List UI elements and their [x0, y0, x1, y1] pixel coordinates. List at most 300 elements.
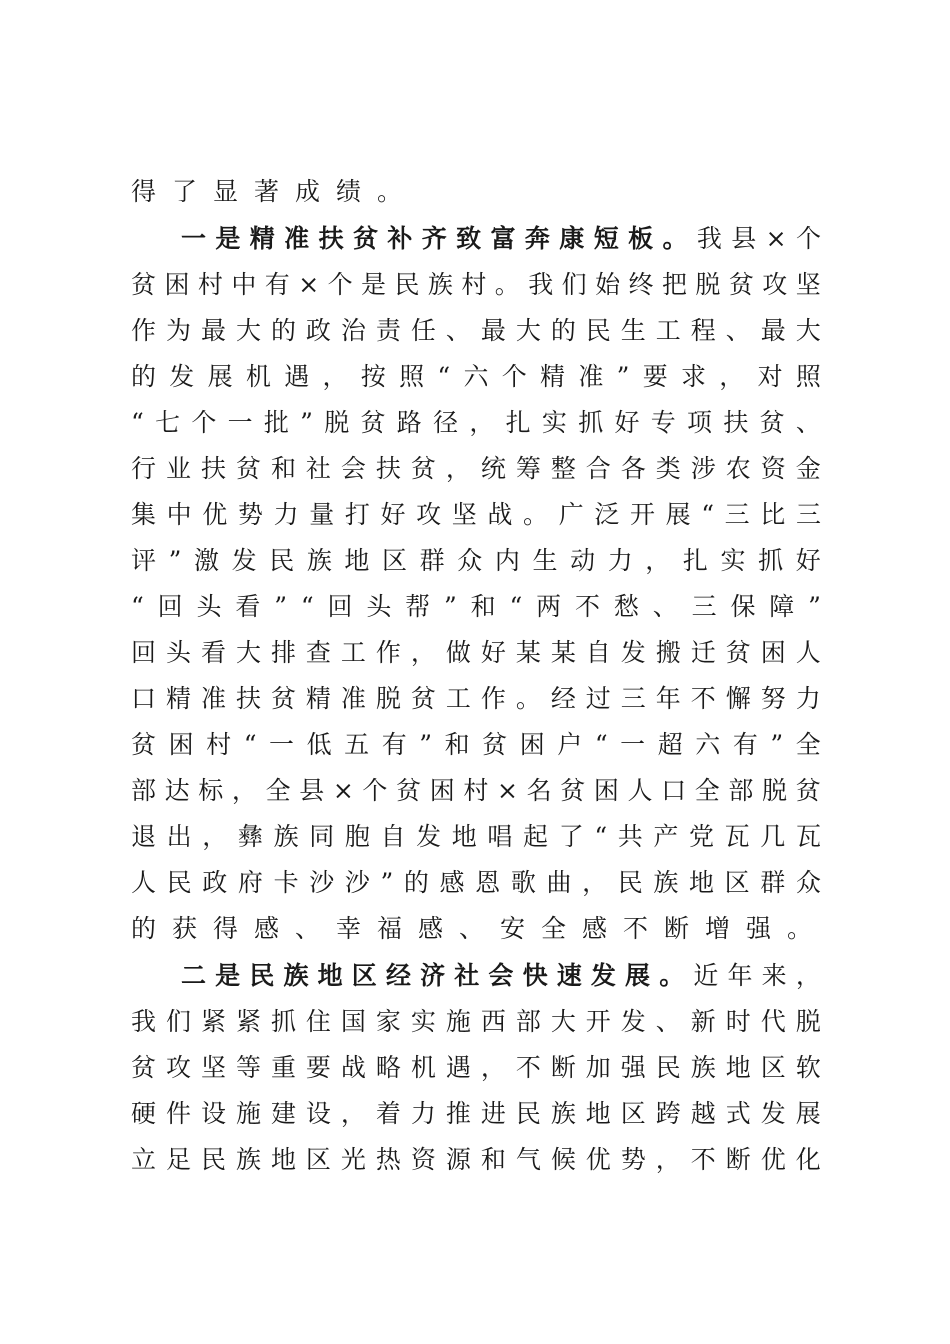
char: 和 [470, 592, 496, 621]
char: 困 [593, 776, 619, 805]
text-line-16 [131, 866, 821, 900]
char: 生 [532, 546, 558, 575]
char: 愁 [613, 592, 639, 621]
char: ” [274, 592, 287, 621]
char: 自 [380, 822, 406, 851]
char: 扶 [723, 408, 749, 437]
char: 热 [375, 1145, 401, 1174]
char: ” [444, 592, 457, 621]
char: 大 [515, 316, 541, 345]
char: ， [340, 1099, 366, 1128]
char: 做 [445, 638, 471, 667]
char: 立 [131, 1145, 157, 1174]
char: 两 [536, 592, 562, 621]
char: 国 [340, 1007, 366, 1036]
char: 头 [196, 592, 222, 621]
char: 扶 [235, 684, 261, 713]
char: 区 [620, 1099, 646, 1128]
char: 六 [695, 730, 721, 759]
char: 群 [419, 546, 445, 575]
char: 族 [427, 270, 453, 299]
char: ， [202, 822, 228, 851]
char: 恩 [475, 868, 501, 897]
char: 康 [559, 224, 585, 253]
char: ， [719, 362, 745, 391]
char: 遇 [445, 1053, 471, 1082]
char: 贫 [482, 730, 508, 759]
char: 补 [387, 224, 413, 253]
char: 了 [558, 822, 584, 851]
char: ， [322, 362, 348, 391]
char: 工 [340, 638, 366, 667]
char: 进 [480, 1099, 506, 1128]
char: 出 [166, 822, 192, 851]
char: 机 [245, 362, 271, 391]
char: 区 [724, 868, 750, 897]
char: 新 [690, 1007, 716, 1036]
char: 集 [131, 500, 157, 529]
char: 。 [662, 224, 688, 253]
char: 人 [131, 868, 157, 897]
char: 精 [249, 224, 275, 253]
char: 气 [515, 1145, 541, 1174]
char: 群 [760, 868, 786, 897]
char: 族 [283, 961, 309, 990]
char: “ [594, 730, 608, 759]
char: 贫 [759, 408, 785, 437]
char: 沙 [309, 868, 335, 897]
char: 强 [620, 1053, 646, 1082]
char: 力 [410, 1099, 436, 1128]
char: 来 [761, 961, 787, 990]
char: 最 [480, 316, 506, 345]
char: 势 [620, 1145, 646, 1174]
char: 党 [689, 822, 715, 851]
char: 二 [181, 961, 207, 990]
char: 治 [340, 316, 366, 345]
char: ， [445, 454, 471, 483]
char: 不 [690, 1145, 716, 1174]
text-line-22 [131, 1143, 821, 1177]
text-line-20 [131, 1051, 821, 1085]
char: 一 [269, 730, 295, 759]
char: 区 [382, 546, 408, 575]
char: 贫 [131, 270, 157, 299]
char: 涉 [690, 454, 716, 483]
char: 生 [620, 316, 646, 345]
char: 。 [659, 961, 685, 990]
char: 攻 [165, 1053, 191, 1082]
char: 沙 [344, 868, 370, 897]
char: 展 [665, 500, 691, 529]
char: 足 [165, 1145, 191, 1174]
char: 歌 [510, 868, 536, 897]
char: 超 [657, 730, 683, 759]
char: 众 [457, 546, 483, 575]
char: 某 [515, 638, 541, 667]
text-line-1: 得了显著成绩。 [131, 177, 419, 206]
text-line-13 [131, 728, 821, 762]
char: 地 [585, 1099, 611, 1128]
char: 济 [420, 961, 446, 990]
char: 一 [620, 730, 646, 759]
char: 发 [231, 546, 257, 575]
char: 年 [727, 961, 753, 990]
char: 们 [165, 1007, 191, 1036]
char: 、 [795, 408, 821, 437]
char: 贫 [560, 776, 586, 805]
char: 一 [227, 408, 253, 437]
char: 类 [655, 454, 681, 483]
char: 发 [620, 638, 646, 667]
char: 广 [558, 500, 584, 529]
char: 困 [760, 638, 786, 667]
char: × [765, 224, 787, 253]
char: 府 [237, 868, 263, 897]
char: 口 [131, 684, 157, 713]
char: 脱 [695, 270, 721, 299]
char: 准 [284, 224, 310, 253]
char: 力 [607, 546, 633, 575]
char: 发 [590, 961, 616, 990]
char: 贫 [352, 224, 378, 253]
text-line-19 [131, 1005, 821, 1039]
char: 断 [725, 1145, 751, 1174]
char: 板 [628, 224, 654, 253]
char: 胞 [344, 822, 370, 851]
char: 战 [340, 1053, 366, 1082]
char: 和 [270, 454, 296, 483]
char: 贫 [795, 776, 821, 805]
char: 困 [168, 730, 194, 759]
char: 不 [515, 1053, 541, 1082]
char: 贫 [410, 684, 436, 713]
char: 跨 [655, 1099, 681, 1128]
char: 社 [305, 454, 331, 483]
text-line-11 [131, 636, 821, 670]
char: “ [131, 408, 144, 437]
char: 施 [445, 1007, 471, 1036]
char: 会 [488, 961, 514, 990]
char: 脱 [795, 1007, 821, 1036]
char: 部 [131, 776, 157, 805]
char: 短 [593, 224, 619, 253]
char: 困 [519, 730, 545, 759]
char: 民 [585, 316, 611, 345]
char: 感 [439, 868, 465, 897]
char: 比 [760, 500, 786, 529]
char: 好 [480, 638, 506, 667]
char: 大 [795, 316, 821, 345]
char: 奔 [524, 224, 550, 253]
char: 扎 [682, 546, 708, 575]
char: 精 [305, 684, 331, 713]
char: ” [168, 546, 182, 575]
char: 三 [795, 500, 821, 529]
char: 彝 [237, 822, 263, 851]
char: 精 [165, 684, 191, 713]
text-line-12 [131, 682, 821, 716]
char: 个 [795, 224, 821, 253]
char: 社 [454, 961, 480, 990]
char: 区 [760, 1053, 786, 1082]
char: 个 [327, 270, 353, 299]
char: 低 [306, 730, 332, 759]
char: 整 [550, 454, 576, 483]
text-line-5 [131, 360, 821, 394]
char: 、 [725, 316, 751, 345]
char: 、 [655, 1007, 681, 1036]
char: 会 [340, 454, 366, 483]
char: 们 [561, 270, 587, 299]
char: 攻 [416, 500, 442, 529]
char: 终 [628, 270, 654, 299]
char: 回 [131, 638, 157, 667]
char: 民 [655, 1053, 681, 1082]
char: 资 [410, 1145, 436, 1174]
char: ， [645, 546, 671, 575]
char: 某 [550, 638, 576, 667]
char: 紧 [200, 1007, 226, 1036]
char: ” [770, 730, 784, 759]
char: 力 [795, 684, 821, 713]
char: 、 [652, 592, 678, 621]
char: 地 [451, 822, 477, 851]
char: 帮 [405, 592, 431, 621]
char: 贫 [728, 270, 754, 299]
char: 三 [691, 592, 717, 621]
char: 曲 [546, 868, 572, 897]
char: 任 [410, 316, 436, 345]
char: 起 [523, 822, 549, 851]
char: 坚 [451, 500, 477, 529]
char: 村 [463, 776, 489, 805]
char: 硬 [131, 1099, 157, 1128]
char: 区 [305, 1145, 331, 1174]
char: 坚 [200, 1053, 226, 1082]
char: 我 [528, 270, 554, 299]
char: 人 [795, 638, 821, 667]
char: 业 [165, 454, 191, 483]
char: ， [469, 408, 495, 437]
char: 代 [760, 1007, 786, 1036]
char: 源 [445, 1145, 471, 1174]
char: 口 [661, 776, 687, 805]
char: 最 [200, 316, 226, 345]
char: 三 [620, 684, 646, 713]
char: ， [231, 776, 257, 805]
char: 三 [724, 500, 750, 529]
char: ， [655, 1145, 681, 1174]
char: × [298, 270, 320, 299]
char: 批 [263, 408, 289, 437]
char: 的 [131, 362, 157, 391]
char: 求 [680, 362, 706, 391]
char: 展 [625, 961, 651, 990]
char: 抓 [578, 408, 604, 437]
char: 七 [155, 408, 181, 437]
char: “ [300, 592, 314, 621]
char: 机 [410, 1053, 436, 1082]
char: 族 [306, 546, 332, 575]
char: 优 [760, 1145, 786, 1174]
char: 打 [344, 500, 370, 529]
char: “ [509, 592, 523, 621]
char: 回 [327, 592, 353, 621]
char: 地 [270, 1145, 296, 1174]
char: 迁 [690, 638, 716, 667]
char: 化 [795, 1145, 821, 1174]
char: 民 [249, 961, 275, 990]
char: 扶 [200, 454, 226, 483]
char: 攻 [762, 270, 788, 299]
char: 政 [305, 316, 331, 345]
char: 贫 [360, 408, 386, 437]
char: 实 [541, 408, 567, 437]
char: 是 [361, 270, 387, 299]
char: 项 [687, 408, 713, 437]
char: 设 [305, 1099, 331, 1128]
char: 懈 [725, 684, 751, 713]
char: 有 [732, 730, 758, 759]
char: 个 [362, 776, 388, 805]
char: 、 [445, 316, 471, 345]
char: 区 [351, 961, 377, 990]
char: “ [243, 730, 257, 759]
text-line-7 [131, 452, 821, 486]
char: 等 [235, 1053, 261, 1082]
char: 大 [235, 638, 261, 667]
char: 族 [235, 1145, 261, 1174]
char: 工 [655, 316, 681, 345]
char: 族 [550, 1099, 576, 1128]
char: 贫 [131, 730, 157, 759]
char: 各 [620, 454, 646, 483]
char: “ [131, 592, 144, 621]
char: 户 [557, 730, 583, 759]
char: 产 [653, 822, 679, 851]
char: 致 [456, 224, 482, 253]
char: 我 [131, 1007, 157, 1036]
char: “ [437, 362, 451, 391]
char: 作 [375, 638, 401, 667]
char: 族 [273, 822, 299, 851]
char: 筹 [515, 454, 541, 483]
char: 好 [795, 546, 821, 575]
char: 工 [445, 684, 471, 713]
char: 要 [305, 1053, 331, 1082]
char: 贫 [396, 776, 422, 805]
char: 看 [235, 592, 261, 621]
char: 困 [164, 270, 190, 299]
char: 程 [690, 316, 716, 345]
text-line-15 [131, 820, 821, 854]
char: 一 [181, 224, 207, 253]
char: 经 [550, 684, 576, 713]
char: 地 [725, 1053, 751, 1082]
heading-line-1 [181, 222, 821, 256]
char: ， [480, 1053, 506, 1082]
char: 几 [760, 822, 786, 851]
char: 责 [375, 316, 401, 345]
char: 把 [661, 270, 687, 299]
char: 有 [264, 270, 290, 299]
char: 民 [269, 546, 295, 575]
char: 内 [494, 546, 520, 575]
char: 发 [760, 1099, 786, 1128]
char: 不 [575, 592, 601, 621]
char: 战 [487, 500, 513, 529]
char: 软 [795, 1053, 821, 1082]
char: 民 [617, 868, 643, 897]
char: 保 [730, 592, 756, 621]
char: 合 [585, 454, 611, 483]
char: 作 [480, 684, 506, 713]
char: 西 [480, 1007, 506, 1036]
char: 。 [523, 500, 549, 529]
char: ， [795, 961, 821, 990]
char: 发 [416, 822, 442, 851]
char: 有 [381, 730, 407, 759]
char: 地 [317, 961, 343, 990]
char: 排 [270, 638, 296, 667]
char: 同 [309, 822, 335, 851]
char: 全 [694, 776, 720, 805]
char: ” [808, 592, 821, 621]
char: 六 [463, 362, 489, 391]
char: 准 [340, 684, 366, 713]
char: 着 [375, 1099, 401, 1128]
char: 径 [433, 408, 459, 437]
char: 是 [215, 224, 241, 253]
heading-line-2 [181, 959, 821, 993]
char: 大 [235, 316, 261, 345]
char: 贫 [410, 454, 436, 483]
char: 为 [165, 316, 191, 345]
char: 的 [550, 316, 576, 345]
char: 发 [169, 362, 195, 391]
char: 路 [396, 408, 422, 437]
char: 照 [795, 362, 821, 391]
char: 个 [191, 408, 217, 437]
char: 开 [585, 1007, 611, 1036]
char: 民 [394, 270, 420, 299]
char: 力 [273, 500, 299, 529]
char: ” [300, 408, 313, 437]
char: 搬 [655, 638, 681, 667]
char: 大 [550, 1007, 576, 1036]
char: 略 [375, 1053, 401, 1082]
char: 脱 [762, 776, 788, 805]
char: 贫 [270, 684, 296, 713]
char: 脱 [375, 684, 401, 713]
char: 断 [550, 1053, 576, 1082]
char: 扶 [318, 224, 344, 253]
char: 瓦 [795, 822, 821, 851]
text-line-9 [131, 544, 821, 578]
char: 住 [305, 1007, 331, 1036]
char: 部 [728, 776, 754, 805]
char: 部 [515, 1007, 541, 1036]
char: 。 [494, 270, 520, 299]
char: 。 [515, 684, 541, 713]
char: 要 [642, 362, 668, 391]
char: 优 [202, 500, 228, 529]
char: 村 [197, 270, 223, 299]
char: 紧 [235, 1007, 261, 1036]
char: 实 [720, 546, 746, 575]
char: “ [701, 500, 715, 529]
